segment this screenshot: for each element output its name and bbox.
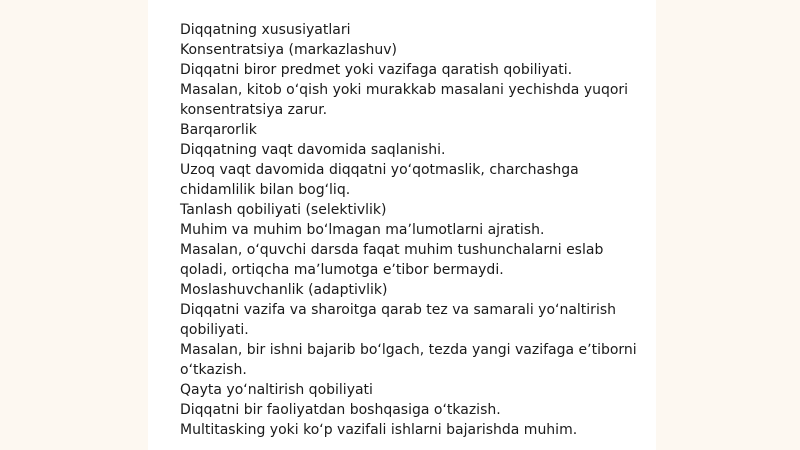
text-line: qoladi, ortiqcha maʼlumotga eʼtibor bermaydi. [180, 262, 504, 278]
document-text [180, 20, 640, 440]
subheading: Konsentratsiya (markazlashuv) [180, 42, 397, 58]
text-line: konsentratsiya zarur. [180, 102, 328, 118]
text-line: Uzoq vaqt davomida diqqatni yoʻqotmaslik, charchashga [180, 162, 579, 178]
subheading: Tanlash qobiliyati (selektivlik) [180, 202, 387, 218]
text-line: oʻtkazish. [180, 362, 247, 378]
text-line: Diqqatni vazifa va sharoitga qarab tez va samarali yoʻnaltirish [180, 302, 616, 318]
text-line: Masalan, oʻquvchi darsda faqat muhim tushunchalarni eslab [180, 242, 604, 258]
subheading: Qayta yoʻnaltirish qobiliyati [180, 382, 373, 398]
text-line: Diqqatning vaqt davomida saqlanishi. [180, 142, 446, 158]
text-line: qobiliyati. [180, 322, 249, 338]
subheading: Moslashuvchanlik (adaptivlik) [180, 282, 388, 298]
text-line: Masalan, bir ishni bajarib boʻlgach, tezda yangi vazifaga eʼtiborni [180, 342, 637, 358]
section-heading: Diqqatning xususiyatlari [180, 22, 351, 38]
text-line: Masalan, kitob oʻqish yoki murakkab masalani yechishda yuqori [180, 82, 629, 98]
document-page [148, 0, 656, 450]
text-line: Multitasking yoki koʻp vazifali ishlarni bajarishda muhim. [180, 422, 578, 438]
subheading: Barqarorlik [180, 122, 257, 138]
text-line: Diqqatni biror predmet yoki vazifaga qaratish qobiliyati. [180, 62, 573, 78]
text-line: Diqqatni bir faoliyatdan boshqasiga oʻtkazish. [180, 402, 501, 418]
text-line: Muhim va muhim boʻlmagan maʼlumotlarni ajratish. [180, 222, 545, 238]
text-line: chidamlilik bilan bogʻliq. [180, 182, 351, 198]
